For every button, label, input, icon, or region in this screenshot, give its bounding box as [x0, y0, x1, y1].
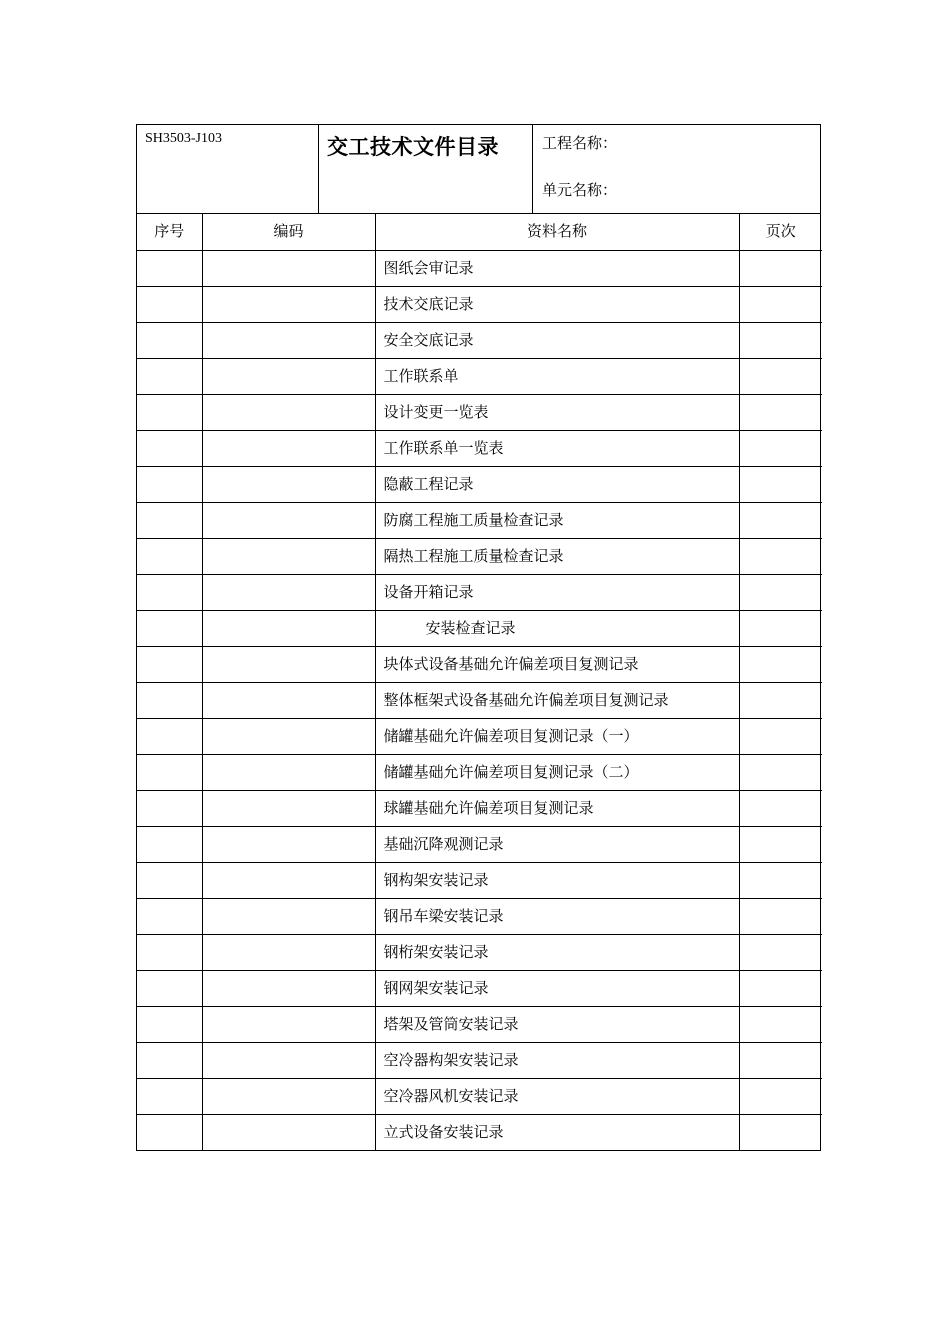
cell-seq — [137, 646, 202, 682]
table-body — [137, 250, 822, 1150]
cell-code — [202, 322, 375, 358]
cell-document-name: 设备开箱记录 — [375, 574, 739, 610]
table-row — [137, 1114, 822, 1150]
table-row — [137, 286, 822, 322]
table-row — [137, 1078, 822, 1114]
cell-page — [739, 538, 822, 574]
cell-document-name: 隐蔽工程记录 — [375, 466, 739, 502]
cell-page — [739, 250, 822, 286]
cell-page — [739, 826, 822, 862]
table-row — [137, 718, 822, 754]
cell-document-name: 储罐基础允许偏差项目复测记录（一） — [375, 718, 739, 754]
header-info — [533, 125, 820, 213]
contents-table — [137, 214, 822, 1150]
cell-page — [739, 1078, 822, 1114]
cell-code — [202, 646, 375, 682]
table-row — [137, 754, 822, 790]
cell-page — [739, 1042, 822, 1078]
cell-seq — [137, 538, 202, 574]
cell-document-name: 空冷器风机安装记录 — [375, 1078, 739, 1114]
cell-document-name: 工作联系单一览表 — [375, 430, 739, 466]
cell-document-name: 钢构架安装记录 — [375, 862, 739, 898]
cell-document-name: 空冷器构架安装记录 — [375, 1042, 739, 1078]
project-name-label: 工程名称： — [542, 134, 618, 152]
table-row — [137, 934, 822, 970]
document-form — [136, 124, 821, 1151]
column-header-code: 编码 — [202, 214, 375, 250]
cell-document-name: 基础沉降观测记录 — [375, 826, 739, 862]
table-row — [137, 430, 822, 466]
table-row — [137, 682, 822, 718]
cell-code — [202, 1078, 375, 1114]
cell-seq — [137, 610, 202, 646]
cell-page — [739, 790, 822, 826]
form-code: SH3503-J103 — [137, 125, 319, 213]
table-row — [137, 250, 822, 286]
cell-code — [202, 502, 375, 538]
cell-seq — [137, 970, 202, 1006]
cell-document-name: 塔架及管筒安装记录 — [375, 1006, 739, 1042]
cell-document-name: 安装检查记录 — [375, 610, 739, 646]
cell-page — [739, 610, 822, 646]
cell-seq — [137, 502, 202, 538]
cell-code — [202, 430, 375, 466]
table-row — [137, 898, 822, 934]
cell-code — [202, 754, 375, 790]
cell-document-name: 钢桁架安装记录 — [375, 934, 739, 970]
table-row — [137, 790, 822, 826]
cell-code — [202, 610, 375, 646]
cell-page — [739, 574, 822, 610]
cell-code — [202, 250, 375, 286]
table-row — [137, 970, 822, 1006]
cell-page — [739, 754, 822, 790]
cell-seq — [137, 466, 202, 502]
cell-seq — [137, 286, 202, 322]
cell-page — [739, 358, 822, 394]
cell-code — [202, 862, 375, 898]
cell-seq — [137, 358, 202, 394]
cell-seq — [137, 934, 202, 970]
cell-seq — [137, 898, 202, 934]
cell-code — [202, 1042, 375, 1078]
cell-code — [202, 1006, 375, 1042]
cell-seq — [137, 718, 202, 754]
cell-code — [202, 718, 375, 754]
cell-seq — [137, 790, 202, 826]
table-row — [137, 1006, 822, 1042]
cell-document-name: 技术交底记录 — [375, 286, 739, 322]
table-row — [137, 646, 822, 682]
cell-seq — [137, 682, 202, 718]
column-header-name: 资料名称 — [375, 214, 739, 250]
cell-code — [202, 970, 375, 1006]
table-row — [137, 1042, 822, 1078]
cell-seq — [137, 250, 202, 286]
cell-page — [739, 322, 822, 358]
cell-document-name: 钢网架安装记录 — [375, 970, 739, 1006]
cell-page — [739, 646, 822, 682]
table-row — [137, 826, 822, 862]
cell-code — [202, 394, 375, 430]
cell-seq — [137, 1114, 202, 1150]
cell-seq — [137, 754, 202, 790]
cell-document-name: 球罐基础允许偏差项目复测记录 — [375, 790, 739, 826]
cell-page — [739, 466, 822, 502]
cell-page — [739, 718, 822, 754]
cell-page — [739, 394, 822, 430]
cell-document-name: 隔热工程施工质量检查记录 — [375, 538, 739, 574]
cell-seq — [137, 1042, 202, 1078]
table-row — [137, 322, 822, 358]
cell-page — [739, 970, 822, 1006]
unit-name-label: 单元名称： — [542, 181, 618, 199]
cell-code — [202, 538, 375, 574]
cell-code — [202, 682, 375, 718]
table-row — [137, 574, 822, 610]
cell-document-name: 储罐基础允许偏差项目复测记录（二） — [375, 754, 739, 790]
table-row — [137, 538, 822, 574]
cell-document-name: 块体式设备基础允许偏差项目复测记录 — [375, 646, 739, 682]
cell-seq — [137, 574, 202, 610]
page-title: 交工技术文件目录 — [319, 125, 533, 213]
cell-code — [202, 898, 375, 934]
cell-document-name: 立式设备安装记录 — [375, 1114, 739, 1150]
cell-document-name: 整体框架式设备基础允许偏差项目复测记录 — [375, 682, 739, 718]
table-row — [137, 466, 822, 502]
table-row — [137, 862, 822, 898]
cell-document-name: 安全交底记录 — [375, 322, 739, 358]
cell-page — [739, 1114, 822, 1150]
cell-page — [739, 1006, 822, 1042]
column-header-seq: 序号 — [137, 214, 202, 250]
cell-code — [202, 934, 375, 970]
cell-code — [202, 286, 375, 322]
cell-code — [202, 790, 375, 826]
table-row — [137, 394, 822, 430]
cell-page — [739, 430, 822, 466]
column-header-page: 页次 — [739, 214, 822, 250]
cell-document-name: 工作联系单 — [375, 358, 739, 394]
form-header — [137, 125, 820, 214]
table-row — [137, 502, 822, 538]
cell-code — [202, 574, 375, 610]
cell-code — [202, 1114, 375, 1150]
cell-seq — [137, 1006, 202, 1042]
cell-page — [739, 682, 822, 718]
cell-code — [202, 826, 375, 862]
cell-seq — [137, 862, 202, 898]
table-header-row — [137, 214, 822, 250]
table-row — [137, 358, 822, 394]
table-row — [137, 610, 822, 646]
cell-seq — [137, 322, 202, 358]
cell-code — [202, 358, 375, 394]
cell-document-name: 钢吊车梁安装记录 — [375, 898, 739, 934]
cell-code — [202, 466, 375, 502]
cell-document-name: 图纸会审记录 — [375, 250, 739, 286]
cell-seq — [137, 394, 202, 430]
cell-seq — [137, 826, 202, 862]
cell-page — [739, 286, 822, 322]
cell-page — [739, 502, 822, 538]
cell-page — [739, 934, 822, 970]
cell-seq — [137, 430, 202, 466]
cell-page — [739, 862, 822, 898]
cell-document-name: 防腐工程施工质量检查记录 — [375, 502, 739, 538]
cell-document-name: 设计变更一览表 — [375, 394, 739, 430]
cell-seq — [137, 1078, 202, 1114]
cell-page — [739, 898, 822, 934]
